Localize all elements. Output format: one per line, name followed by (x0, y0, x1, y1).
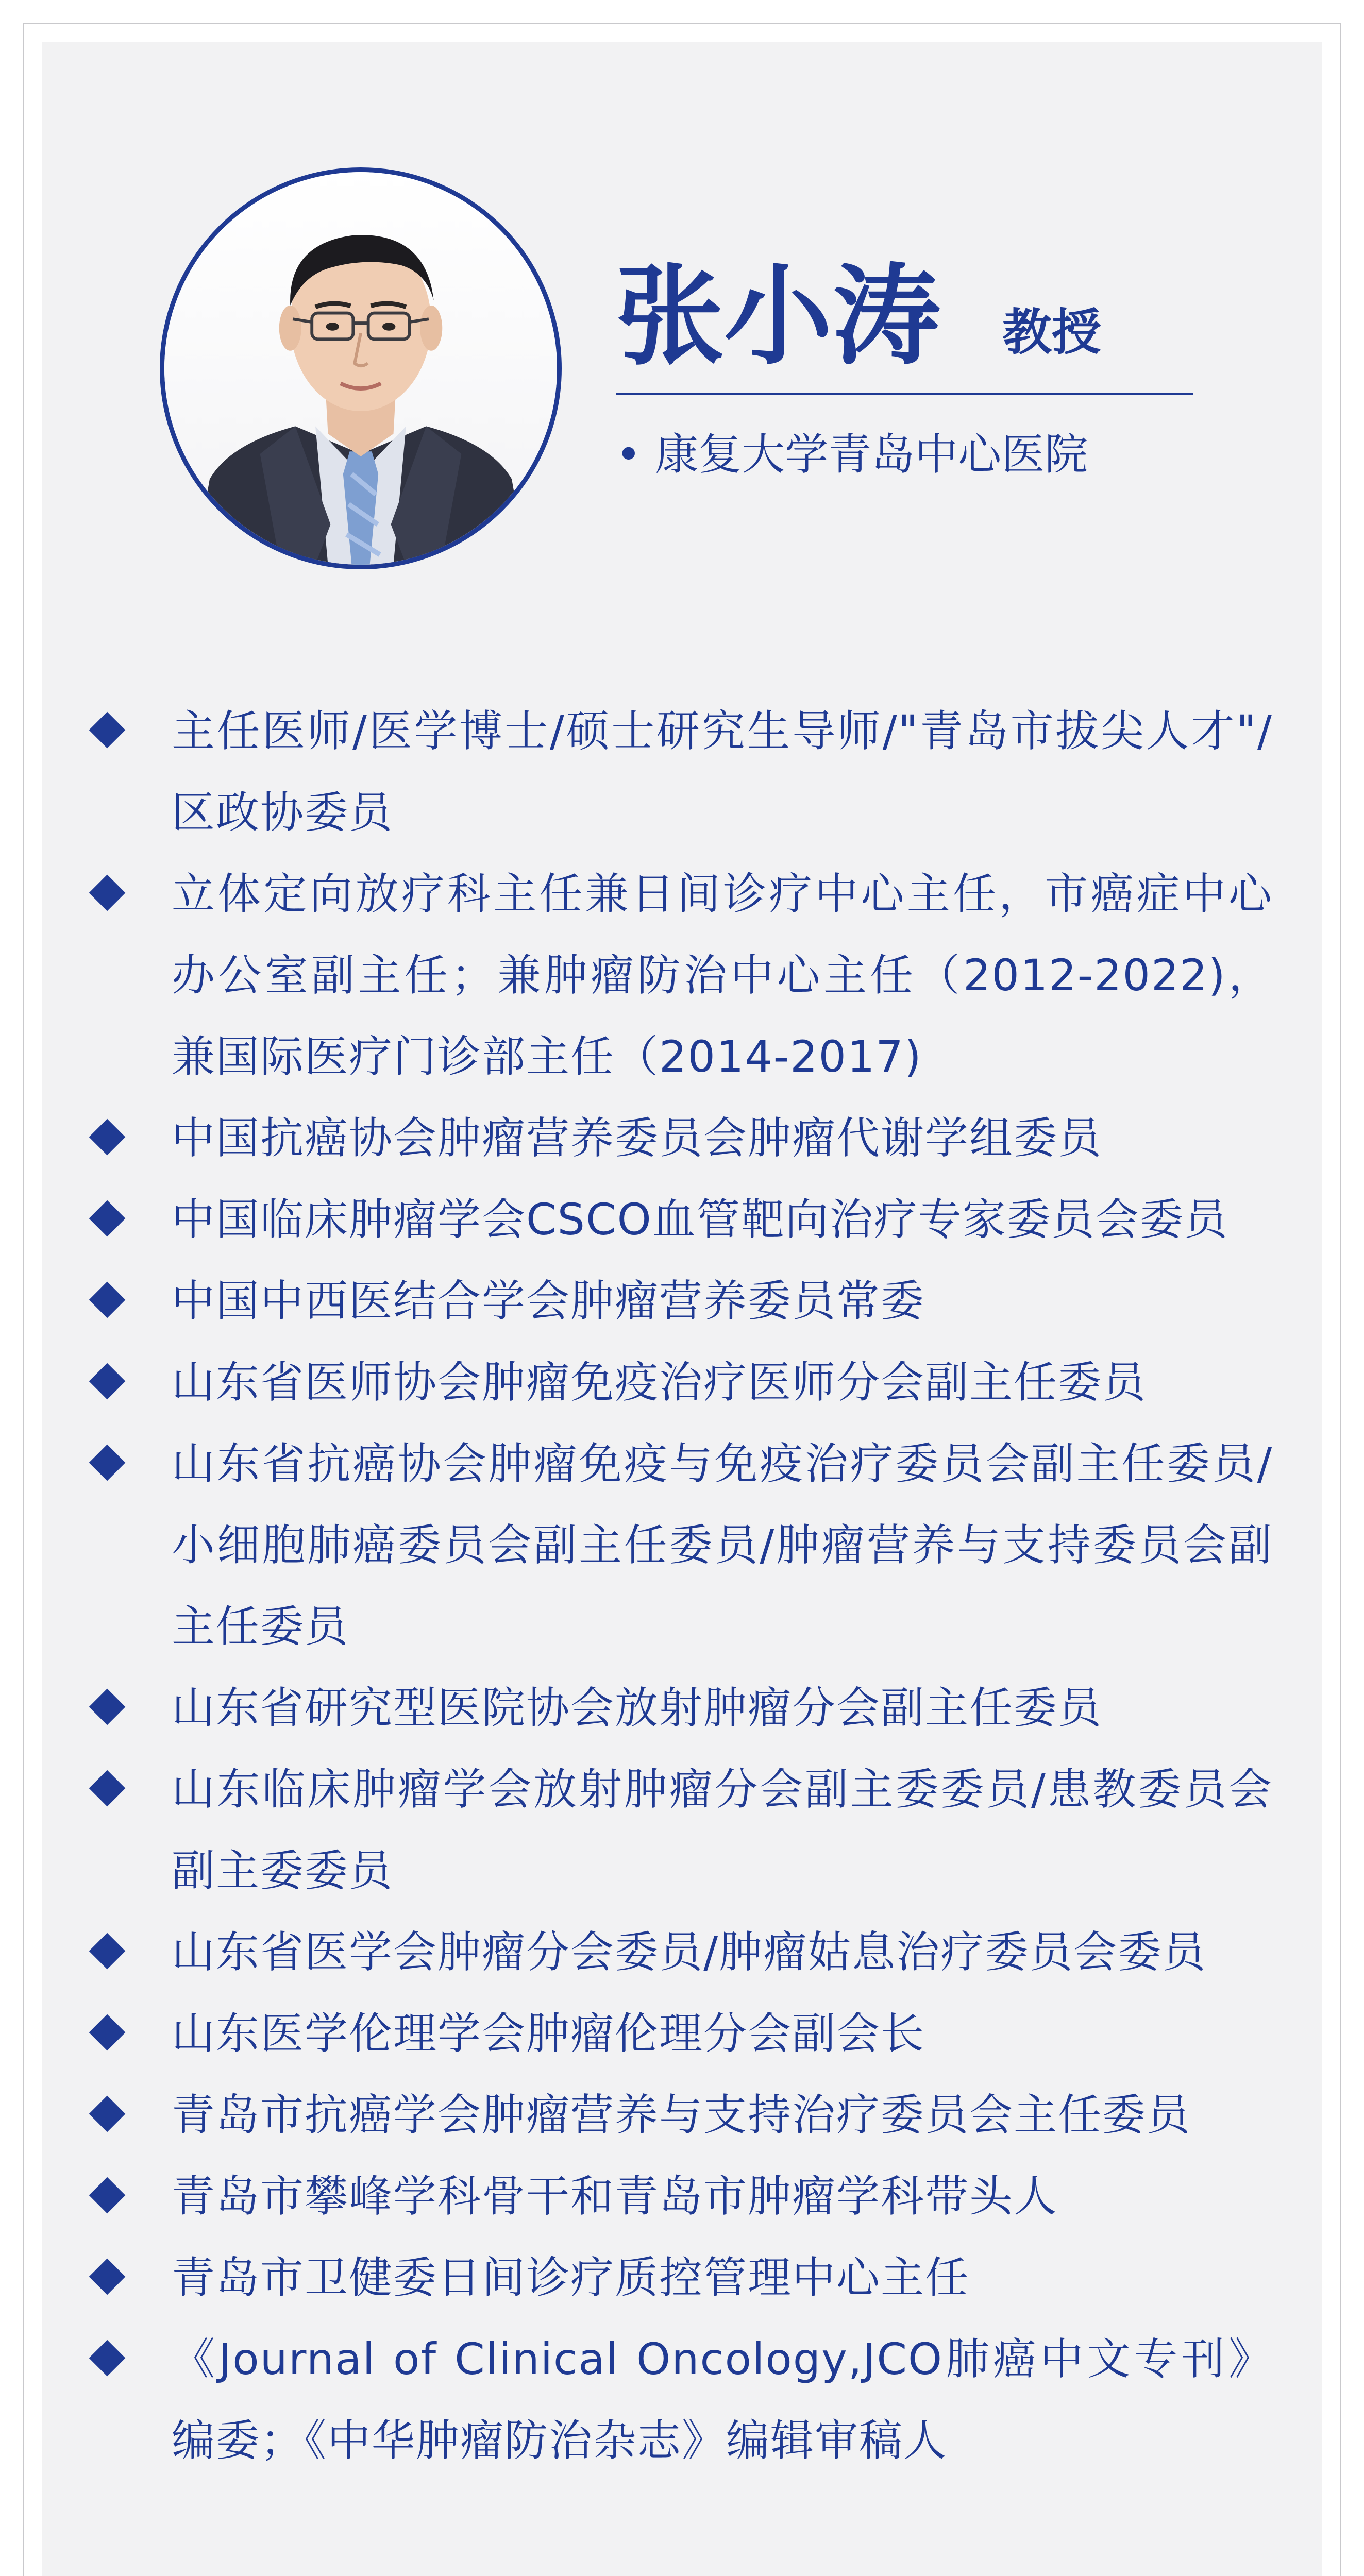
diamond-bullet-icon (89, 1282, 126, 1318)
list-item (88, 2074, 1273, 2156)
diamond-bullet-icon (89, 1445, 126, 1481)
academic-title: 教授 (1002, 303, 1101, 361)
credential-text: 中国抗癌协会肿瘤营养委员会肿瘤代谢学组委员 (172, 1113, 1103, 1163)
list-item (88, 1260, 1273, 1342)
list-item (88, 1667, 1273, 1749)
diamond-bullet-icon (89, 1200, 126, 1237)
list-item (88, 1911, 1273, 1993)
diamond-bullet-icon (89, 1689, 126, 1725)
credential-text: 主任医师/医学博士/硕士研究生导师/"青岛市拔尖人才"/区政协委员 (172, 706, 1273, 838)
list-item (88, 1179, 1273, 1260)
credential-text: 山东省抗癌协会肿瘤免疫与免疫治疗委员会副主任委员/小细胞肺癌委员会副主任委员/肿瘤营养与支持委员会副主任委员 (172, 1438, 1273, 1652)
list-item (88, 1993, 1273, 2074)
credential-text: 山东临床肿瘤学会放射肿瘤分会副主委委员/患教委员会副主委委员 (172, 1764, 1273, 1896)
list-item (88, 1342, 1273, 1423)
diamond-bullet-icon (89, 1363, 126, 1400)
credential-text: 山东省医师协会肿瘤免疫治疗医师分会副主任委员 (172, 1357, 1147, 1408)
diamond-bullet-icon (89, 1770, 126, 1807)
profile-photo (160, 167, 562, 569)
diamond-bullet-icon (89, 2014, 126, 2051)
credential-text: 青岛市卫健委日间诊疗质控管理中心主任 (172, 2252, 970, 2303)
profile-name: 张小涛 (616, 253, 941, 380)
list-item (88, 2156, 1273, 2237)
diamond-bullet-icon (89, 2177, 126, 2214)
credential-text: 中国中西医结合学会肿瘤营养委员常委 (172, 1276, 925, 1326)
list-item (88, 1749, 1273, 1911)
list-item (88, 2237, 1273, 2318)
credential-text: 山东医学伦理学会肿瘤伦理分会副会长 (172, 2008, 925, 2059)
credential-text: 青岛市抗癌学会肿瘤营养与支持治疗委员会主任委员 (172, 2090, 1191, 2140)
credential-text: 《Journal of Clinical Oncology,JCO肺癌中文专刊》编委；《中华肿瘤防治杂志》编辑审稿人 (172, 2334, 1273, 2466)
diamond-bullet-icon (89, 2340, 126, 2377)
list-item (88, 690, 1273, 853)
credential-text: 立体定向放疗科主任兼日间诊疗中心主任，市癌症中心办公室副主任；兼肿瘤防治中心主任（2012-2022)，兼国际医疗门诊部主任（2014-2017) (172, 869, 1273, 1082)
diamond-bullet-icon (89, 1119, 126, 1156)
diamond-bullet-icon (89, 1933, 126, 1970)
name-divider (616, 393, 1193, 395)
diamond-bullet-icon (89, 712, 126, 749)
diamond-bullet-icon (89, 2096, 126, 2132)
list-item (88, 1097, 1273, 1179)
credential-text: 中国临床肿瘤学会CSCO血管靶向治疗专家委员会委员 (172, 1194, 1228, 1245)
diamond-bullet-icon (89, 2259, 126, 2295)
hospital-affiliation: • 康复大学青岛中心医院 (616, 429, 1088, 480)
credential-text: 山东省研究型医院协会放射肿瘤分会副主任委员 (172, 1683, 1103, 1733)
list-item (88, 1423, 1273, 1667)
credential-text: 青岛市攀峰学科骨干和青岛市肿瘤学科带头人 (172, 2171, 1058, 2222)
credentials-list (88, 690, 1273, 2481)
diamond-bullet-icon (89, 875, 126, 911)
list-item (88, 2318, 1273, 2481)
portrait-illustration (164, 172, 557, 565)
credential-text: 山东省医学会肿瘤分会委员/肿瘤姑息治疗委员会委员 (172, 1927, 1207, 1977)
list-item (88, 853, 1273, 1097)
